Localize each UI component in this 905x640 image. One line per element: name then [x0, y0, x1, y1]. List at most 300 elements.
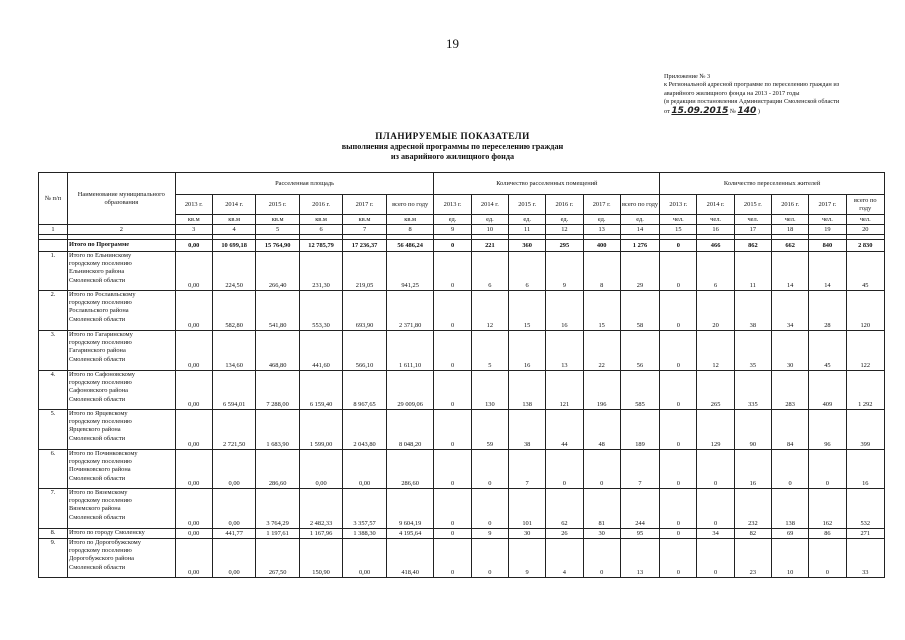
- value-cell: 1 388,30: [343, 529, 386, 539]
- value-cell: 44: [546, 410, 583, 450]
- value-cell: 1 197,61: [256, 529, 299, 539]
- header-column-number: 19: [809, 225, 846, 235]
- value-cell: 1 276: [620, 240, 659, 252]
- value-cell: 0,00: [175, 252, 212, 291]
- value-cell: 0: [471, 539, 508, 578]
- value-cell: 34: [772, 291, 809, 331]
- value-cell: 0: [660, 252, 697, 291]
- value-cell: 441,60: [299, 331, 342, 371]
- value-cell: 541,80: [256, 291, 299, 331]
- value-cell: 0,00: [212, 450, 255, 489]
- value-cell: 0,00: [175, 539, 212, 578]
- value-cell: 22: [583, 331, 620, 371]
- value-cell: 2 721,50: [212, 410, 255, 450]
- value-cell: 0,00: [299, 450, 342, 489]
- value-cell: 69: [772, 529, 809, 539]
- municipality-name-line: Итого по Рославльскому: [68, 291, 136, 298]
- title-sub: из аварийного жилищного фонда: [390, 152, 515, 161]
- value-cell: 90: [734, 410, 771, 450]
- header-total-by-year: всего по году: [846, 195, 884, 215]
- municipality-name-line: городскому поселению: [68, 299, 132, 307]
- value-cell: 1 292: [846, 371, 884, 410]
- municipality-name-line: Ельнинского района: [68, 268, 125, 276]
- value-cell: 553,30: [299, 291, 342, 331]
- value-cell: 38: [509, 410, 546, 450]
- value-cell: 0: [434, 539, 471, 578]
- value-cell: 0: [660, 450, 697, 489]
- header-column-number: 7: [343, 225, 386, 235]
- value-cell: 96: [809, 410, 846, 450]
- value-cell: 0: [660, 291, 697, 331]
- value-cell: 0: [471, 450, 508, 489]
- value-cell: 12 785,79: [299, 240, 342, 252]
- value-cell: 7 288,00: [256, 371, 299, 410]
- value-cell: 134,60: [212, 331, 255, 371]
- value-cell: 0: [660, 371, 697, 410]
- value-cell: 0,00: [175, 529, 212, 539]
- header-unit: кв.м: [386, 215, 434, 225]
- value-cell: 0,00: [343, 450, 386, 489]
- municipality-name-line: Смоленской области: [68, 276, 126, 284]
- value-cell: 196: [583, 371, 620, 410]
- value-cell: 409: [809, 371, 846, 410]
- value-cell: 14: [772, 252, 809, 291]
- value-cell: 0: [583, 450, 620, 489]
- value-cell: 7: [620, 450, 659, 489]
- municipality-name-line: городскому поселению: [68, 379, 132, 387]
- value-cell: 6 159,40: [299, 371, 342, 410]
- header-unit: ед.: [620, 215, 659, 225]
- value-cell: 0: [809, 539, 846, 578]
- value-cell: 120: [846, 291, 884, 331]
- municipality-name-line: Смоленской области: [68, 474, 126, 482]
- value-cell: 662: [772, 240, 809, 252]
- value-cell: 15 764,90: [256, 240, 299, 252]
- value-cell: 6: [697, 252, 734, 291]
- value-cell: 0: [697, 539, 734, 578]
- header-column-number: 14: [620, 225, 659, 235]
- value-cell: 29: [620, 252, 659, 291]
- value-cell: 8: [583, 252, 620, 291]
- value-cell: 0,00: [175, 291, 212, 331]
- municipality-name-line: Смоленской области: [68, 434, 126, 442]
- value-cell: 266,40: [256, 252, 299, 291]
- table-row: [39, 331, 885, 371]
- municipality-name-line: Гагаринского района: [68, 347, 126, 355]
- value-cell: 81: [583, 489, 620, 529]
- header-unit: кв.м: [212, 215, 255, 225]
- value-cell: 95: [620, 529, 659, 539]
- value-cell: 56: [620, 331, 659, 371]
- value-cell: 16: [546, 291, 583, 331]
- header-column-number: 1: [39, 225, 68, 235]
- value-cell: 2 043,80: [343, 410, 386, 450]
- row-index: 5.: [39, 410, 68, 450]
- value-cell: 400: [583, 240, 620, 252]
- value-cell: 862: [734, 240, 771, 252]
- value-cell: 38: [734, 291, 771, 331]
- header-unit: ед.: [509, 215, 546, 225]
- value-cell: 4 195,64: [386, 529, 434, 539]
- header-year: 2013 г.: [434, 195, 471, 215]
- municipality-name: [67, 410, 175, 450]
- value-cell: 14: [809, 252, 846, 291]
- table-row: [39, 489, 885, 529]
- value-cell: 0: [660, 529, 697, 539]
- value-cell: 265: [697, 371, 734, 410]
- value-cell: 399: [846, 410, 884, 450]
- value-cell: 0: [697, 450, 734, 489]
- value-cell: 532: [846, 489, 884, 529]
- value-cell: 13: [546, 331, 583, 371]
- value-cell: 0,00: [343, 539, 386, 578]
- header-unit: кв.м: [256, 215, 299, 225]
- value-cell: 360: [509, 240, 546, 252]
- value-cell: 30: [509, 529, 546, 539]
- header-group-area: Расселенная площадь: [175, 173, 434, 195]
- municipality-name-line: Итого по Ельнинскому: [68, 252, 132, 259]
- header-unit: кв.м: [343, 215, 386, 225]
- header-column-number: 17: [734, 225, 771, 235]
- value-cell: 0: [434, 489, 471, 529]
- municipality-name-line: Починковского района: [68, 466, 131, 474]
- value-cell: 0: [697, 489, 734, 529]
- value-cell: 101: [509, 489, 546, 529]
- municipality-name-line: Смоленской области: [68, 563, 126, 571]
- municipality-name-line: Сафоновского района: [68, 387, 128, 395]
- value-cell: 1 683,90: [256, 410, 299, 450]
- value-cell: 1 611,10: [386, 331, 434, 371]
- value-cell: 0: [434, 240, 471, 252]
- header-year: 2014 г.: [471, 195, 508, 215]
- header-year: 2015 г.: [734, 195, 771, 215]
- value-cell: 20: [697, 291, 734, 331]
- municipality-name: [67, 489, 175, 529]
- header-unit: чел.: [734, 215, 771, 225]
- row-index: 4.: [39, 371, 68, 410]
- header-unit: чел.: [697, 215, 734, 225]
- municipality-name-line: Итого по Ярцевскому: [68, 410, 128, 417]
- header-year: 2014 г.: [697, 195, 734, 215]
- value-cell: 232: [734, 489, 771, 529]
- header-column-number: 9: [434, 225, 471, 235]
- value-cell: 418,40: [386, 539, 434, 578]
- value-cell: 441,77: [212, 529, 255, 539]
- value-cell: 122: [846, 331, 884, 371]
- municipality-name-line: городскому поселению: [68, 547, 132, 555]
- table-row: [39, 410, 885, 450]
- value-cell: 23: [734, 539, 771, 578]
- value-cell: 16: [734, 450, 771, 489]
- value-cell: 9: [509, 539, 546, 578]
- municipality-name-line: городскому поселению: [68, 458, 132, 466]
- value-cell: 138: [509, 371, 546, 410]
- municipality-name: [67, 529, 175, 539]
- municipality-name: [67, 252, 175, 291]
- table-row: [39, 371, 885, 410]
- value-cell: 5: [471, 331, 508, 371]
- municipality-name-line: городскому поселению: [68, 260, 132, 268]
- value-cell: 129: [697, 410, 734, 450]
- header-group-premises: Количество расселенных помещений: [434, 173, 660, 195]
- header-column-number: 4: [212, 225, 255, 235]
- value-cell: 121: [546, 371, 583, 410]
- header-year: 2017 г.: [809, 195, 846, 215]
- value-cell: 15: [509, 291, 546, 331]
- title-sub: выполнения адресной программы по переселению граждан: [341, 141, 564, 151]
- value-cell: 29 009,06: [386, 371, 434, 410]
- value-cell: 59: [471, 410, 508, 450]
- value-cell: 45: [846, 252, 884, 291]
- value-cell: 10: [772, 539, 809, 578]
- header-column-number: 6: [299, 225, 342, 235]
- value-cell: 0,00: [175, 331, 212, 371]
- table-row: [39, 291, 885, 331]
- header-column-number: 10: [471, 225, 508, 235]
- value-cell: 10 699,18: [212, 240, 255, 252]
- header-column-number: 2: [67, 225, 175, 235]
- value-cell: 12: [697, 331, 734, 371]
- value-cell: 17 236,37: [343, 240, 386, 252]
- title-main: ПЛАНИРУЕМЫЕ ПОКАЗАТЕЛИ: [375, 131, 530, 141]
- value-cell: 0: [660, 539, 697, 578]
- value-cell: 26: [546, 529, 583, 539]
- value-cell: 219,05: [343, 252, 386, 291]
- header-column-number: 11: [509, 225, 546, 235]
- header-unit: ед.: [546, 215, 583, 225]
- total-name: Итого по Программе: [67, 240, 175, 252]
- value-cell: 335: [734, 371, 771, 410]
- page-number: 19: [446, 36, 459, 51]
- value-cell: 58: [620, 291, 659, 331]
- value-cell: 86: [809, 529, 846, 539]
- value-cell: 0: [471, 489, 508, 529]
- header-unit: кв.м: [299, 215, 342, 225]
- appendix-line: к Региональной адресной программе по переселению граждан из: [664, 81, 840, 89]
- municipality-name-line: Итого по Дорогобужскому: [68, 539, 141, 546]
- municipality-name-line: Рославльского района: [68, 307, 129, 315]
- value-cell: 150,90: [299, 539, 342, 578]
- value-cell: 12: [471, 291, 508, 331]
- appendix-date-line: [664, 107, 894, 116]
- value-cell: 0,00: [212, 489, 255, 529]
- value-cell: 0: [434, 331, 471, 371]
- value-cell: 9: [546, 252, 583, 291]
- value-cell: 693,90: [343, 291, 386, 331]
- value-cell: 468,80: [256, 331, 299, 371]
- document-title: [0, 131, 905, 163]
- municipality-name-line: Дорогобужского района: [68, 555, 134, 563]
- value-cell: 28: [809, 291, 846, 331]
- municipality-name-line: Смоленской области: [68, 355, 126, 363]
- municipality-name: [67, 291, 175, 331]
- closing-paren: ): [757, 107, 760, 115]
- header-unit: чел.: [772, 215, 809, 225]
- value-cell: 1 599,00: [299, 410, 342, 450]
- handwritten-number: 140: [737, 105, 757, 116]
- value-cell: 8 048,20: [386, 410, 434, 450]
- value-cell: 0: [434, 371, 471, 410]
- appendix-line: аварийного жилищного фонда на 2013 - 2017 годы: [664, 89, 800, 97]
- row-index: 1.: [39, 252, 68, 291]
- value-cell: 2 371,80: [386, 291, 434, 331]
- header-column-number: 8: [386, 225, 434, 235]
- value-cell: 0: [434, 529, 471, 539]
- value-cell: 6: [509, 252, 546, 291]
- header-year: 2017 г.: [343, 195, 386, 215]
- municipality-name: [67, 371, 175, 410]
- value-cell: 16: [509, 331, 546, 371]
- row-index: 9.: [39, 539, 68, 578]
- value-cell: 0: [434, 410, 471, 450]
- value-cell: 231,30: [299, 252, 342, 291]
- header-column-number: 3: [175, 225, 212, 235]
- header-year: 2015 г.: [509, 195, 546, 215]
- value-cell: 30: [583, 529, 620, 539]
- header-unit: ед.: [434, 215, 471, 225]
- value-cell: 3 764,29: [256, 489, 299, 529]
- value-cell: 2 482,33: [299, 489, 342, 529]
- handwritten-date: 15.09.2015: [671, 105, 729, 116]
- value-cell: 0: [809, 450, 846, 489]
- value-cell: 0: [583, 539, 620, 578]
- header-year: 2016 г.: [299, 195, 342, 215]
- municipality-name-line: Смоленской области: [68, 513, 126, 521]
- header-unit: чел.: [809, 215, 846, 225]
- table-row: [39, 529, 885, 539]
- municipality-name-line: Смоленской области: [68, 315, 126, 323]
- value-cell: 0,00: [175, 450, 212, 489]
- value-cell: 13: [620, 539, 659, 578]
- header-unit: чел.: [660, 215, 697, 225]
- appendix-line: Приложение № 3: [664, 73, 711, 80]
- municipality-name: [67, 331, 175, 371]
- header-unit: ед.: [583, 215, 620, 225]
- header-year: 2015 г.: [256, 195, 299, 215]
- value-cell: 295: [546, 240, 583, 252]
- row-index: 7.: [39, 489, 68, 529]
- value-cell: 8 967,65: [343, 371, 386, 410]
- value-cell: 48: [583, 410, 620, 450]
- value-cell: 585: [620, 371, 659, 410]
- value-cell: 11: [734, 252, 771, 291]
- municipality-name-line: городскому поселению: [68, 497, 132, 505]
- row-index: 2.: [39, 291, 68, 331]
- header-year: 2016 г.: [546, 195, 583, 215]
- value-cell: 9: [471, 529, 508, 539]
- municipality-name-line: Итого по Гагаринскому: [68, 331, 133, 338]
- value-cell: 283: [772, 371, 809, 410]
- value-cell: 566,10: [343, 331, 386, 371]
- value-cell: 0: [434, 252, 471, 291]
- value-cell: 2 830: [846, 240, 884, 252]
- municipality-name-line: Итого по Вяземскому: [68, 489, 128, 496]
- row-index: 3.: [39, 331, 68, 371]
- value-cell: 840: [809, 240, 846, 252]
- municipality-name-line: Ярцевского района: [68, 426, 121, 434]
- value-cell: 6 594,01: [212, 371, 255, 410]
- value-cell: 15: [583, 291, 620, 331]
- header-name: Наименование муниципального образования: [67, 173, 175, 225]
- municipality-name: [67, 450, 175, 489]
- value-cell: 34: [697, 529, 734, 539]
- header-year: 2017 г.: [583, 195, 620, 215]
- value-cell: 33: [846, 539, 884, 578]
- value-cell: 0: [660, 331, 697, 371]
- header-year: 2016 г.: [772, 195, 809, 215]
- value-cell: 0,00: [175, 240, 212, 252]
- value-cell: 35: [734, 331, 771, 371]
- header-group-residents: Количество переселенных жителей: [660, 173, 885, 195]
- value-cell: 9 604,19: [386, 489, 434, 529]
- indicators-table: [38, 172, 885, 578]
- value-cell: 16: [846, 450, 884, 489]
- value-cell: 3 357,57: [343, 489, 386, 529]
- header-column-number: 18: [772, 225, 809, 235]
- value-cell: 0,00: [212, 539, 255, 578]
- header-column-number: 13: [583, 225, 620, 235]
- row-index: 8.: [39, 529, 68, 539]
- table-row: [39, 450, 885, 489]
- value-cell: 0: [660, 240, 697, 252]
- value-cell: 286,60: [256, 450, 299, 489]
- value-cell: 0: [660, 410, 697, 450]
- value-cell: 0: [660, 489, 697, 529]
- appendix-note: [664, 73, 894, 116]
- value-cell: 162: [809, 489, 846, 529]
- municipality-name-line: Смоленской области: [68, 395, 126, 403]
- value-cell: 0: [434, 450, 471, 489]
- appendix-line: (в редакции постановления Администрации Смоленской области: [664, 98, 840, 106]
- header-total-by-year: всего по году: [620, 195, 659, 215]
- header-unit: кв.м: [175, 215, 212, 225]
- value-cell: 941,25: [386, 252, 434, 291]
- value-cell: 6: [471, 252, 508, 291]
- value-cell: 82: [734, 529, 771, 539]
- municipality-name-line: Итого по Починковскому: [68, 450, 138, 457]
- header-unit: чел.: [846, 215, 884, 225]
- header-year: 2013 г.: [660, 195, 697, 215]
- header-year: 2014 г.: [212, 195, 255, 215]
- value-cell: 84: [772, 410, 809, 450]
- header-total-by-year: всего по году: [386, 195, 434, 215]
- value-cell: 244: [620, 489, 659, 529]
- value-cell: 0: [772, 450, 809, 489]
- municipality-name-line: городскому поселению: [68, 339, 132, 347]
- value-cell: 0,00: [175, 371, 212, 410]
- value-cell: 271: [846, 529, 884, 539]
- header-column-number: 5: [256, 225, 299, 235]
- date-prefix: от: [664, 107, 670, 115]
- municipality-name-line: Итого по городу Смоленску: [68, 529, 145, 536]
- value-cell: 4: [546, 539, 583, 578]
- table-row-total: [39, 240, 885, 252]
- number-prefix: №: [729, 107, 736, 115]
- value-cell: 189: [620, 410, 659, 450]
- value-cell: 130: [471, 371, 508, 410]
- total-index: [39, 240, 68, 252]
- value-cell: 0: [434, 291, 471, 331]
- value-cell: 0,00: [175, 489, 212, 529]
- value-cell: 224,50: [212, 252, 255, 291]
- municipality-name-line: Итого по Сафоновскому: [68, 371, 135, 378]
- value-cell: 30: [772, 331, 809, 371]
- table-row: [39, 252, 885, 291]
- header-num: № п/п: [39, 173, 68, 225]
- value-cell: 1 167,96: [299, 529, 342, 539]
- municipality-name: [67, 539, 175, 578]
- header-unit: ед.: [471, 215, 508, 225]
